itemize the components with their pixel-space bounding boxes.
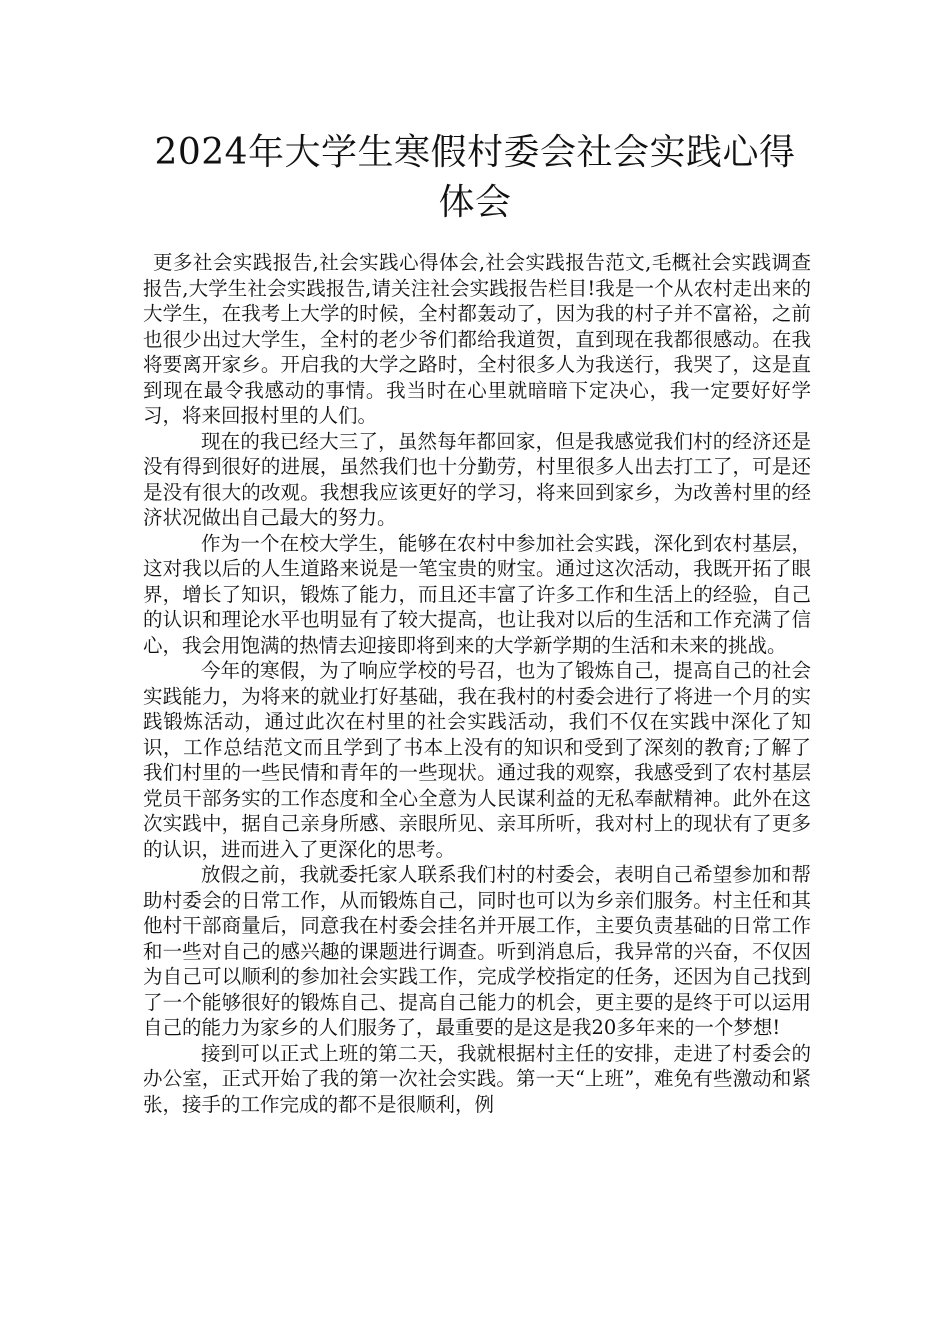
- paragraph-6: 接到可以正式上班的第二天，我就根据村主任的安排，走进了村委会的办公室，正式开始了我的第一次社会实践。第一天“上班”，难免有些激动和紧张，接手的工作完成的都不是很顺利，例: [143, 1041, 811, 1116]
- document-title: 2024年大学生寒假村委会社会实践心得体会: [154, 132, 796, 223]
- paragraph-4: 今年的寒假，为了响应学校的号召，也为了锻炼自己，提高自己的社会实践能力，为将来的就业打好基础，我在我村的村委会进行了将进一个月的实践锻炼活动，通过此次在村里的社会实践活动，我们不仅在实践中深化了知识，工作总结范文而且学到了书本上没有的知识和受到了深刻的教育;了解了我们村里的一些民情和青年的一些现状。通过我的观察，我感受到了农村基层党员干部务实的工作态度和全心全意为人民谋利益的无私奉献精神。此外在这次实践中，据自己亲身所感、亲眼所见、亲耳所听，我对村上的现状有了更多的认识，进而进入了更深化的思考。: [143, 659, 811, 861]
- paragraph-5: 放假之前，我就委托家人联系我们村的村委会，表明自己希望参加和帮助村委会的日常工作，从而锻炼自己，同时也可以为乡亲们服务。村主任和其他村干部商量后，同意我在村委会挂名并开展工作，主要负责基础的日常工作和一些对自己的感兴趣的课题进行调查。听到消息后，我异常的兴奋，不仅因为自己可以顺利的参加社会实践工作，完成学校指定的任务，还因为自己找到了一个能够很好的锻炼自己、提高自己能力的机会，更主要的是终于可以运用自己的能力为家乡的人们服务了，最重要的是这是我20多年来的一个梦想!: [143, 863, 811, 1039]
- paragraph-intro: 更多社会实践报告,社会实践心得体会,社会实践报告范文,毛概社会实践调查报告,大学生社会实践报告,请关注社会实践报告栏目!我是一个从农村走出来的大学生，在我考上大学的时候，全村都轰动了，因为我的村子并不富裕，之前也很少出过大学生，全村的老少爷们都给我道贺，直到现在我都很感动。在我将要离开家乡。开启我的大学之路时，全村很多人为我送行，我哭了，这是直到现在最令我感动的事情。我当时在心里就暗暗下定决心，我一定要好好学习，将来回报村里的人们。: [143, 251, 811, 427]
- document-body: [143, 250, 811, 1117]
- paragraph-3: 作为一个在校大学生，能够在农村中参加社会实践，深化到农村基层，这对我以后的人生道路来说是一笔宝贵的财宝。通过这次活动，我既开拓了眼界，增长了知识，锻炼了能力，而且还丰富了许多工作和生活上的经验，自己的认识和理论水平也明显有了较大提高，也让我对以后的生活和工作充满了信心，我会用饱满的热情去迎接即将到来的大学新学期的生活和未来的挑战。: [143, 531, 811, 657]
- paragraph-2: 现在的我已经大三了，虽然每年都回家，但是我感觉我们村的经济还是没有得到很好的进展，虽然我们也十分勤劳，村里很多人出去打工了，可是还是没有很大的改观。我想我应该更好的学习，将来回到家乡，为改善村里的经济状况做出自己最大的努力。: [143, 429, 811, 529]
